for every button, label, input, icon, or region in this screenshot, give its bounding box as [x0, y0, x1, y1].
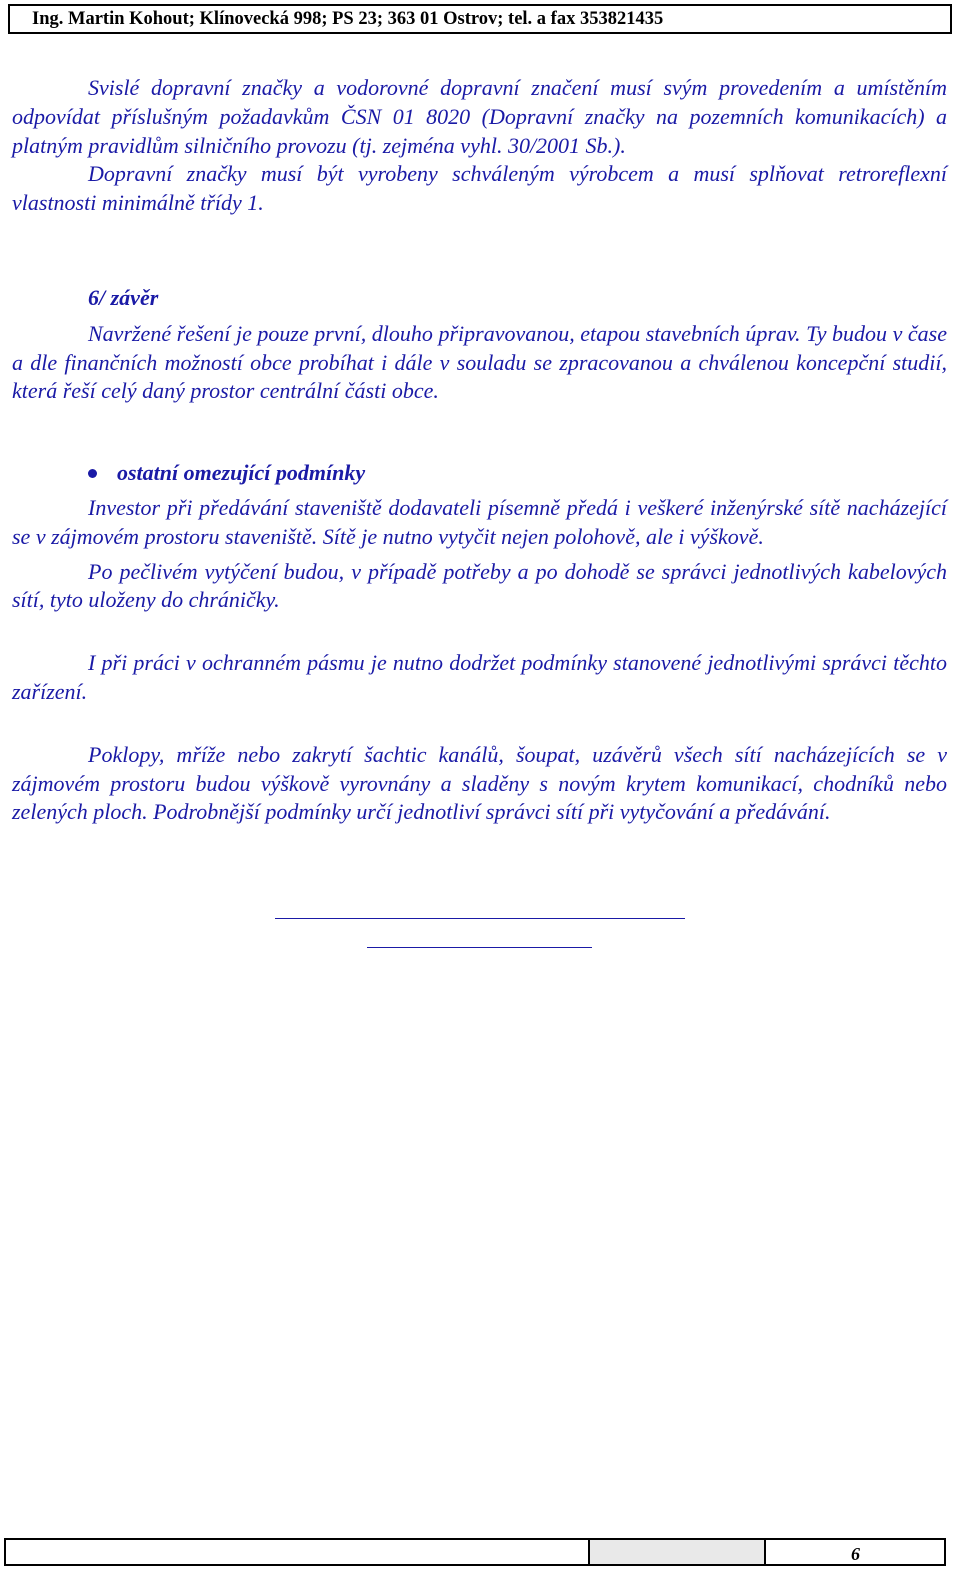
page-footer — [4, 1538, 946, 1566]
footer-cell-page — [766, 1540, 944, 1564]
footer-cell-left — [6, 1540, 590, 1564]
paragraph-investor-networks: Investor při předávání staveniště dodavateli písemně předá i veškeré inženýrské sítě nacházející se v zájmovém prostoru staveniště. Sítě je nutno vytyčit nejen polohově, ale i výškově. — [12, 494, 947, 549]
signature-line-short — [367, 947, 592, 948]
paragraph-sign-manufacturer: Dopravní značky musí být vyrobeny schváleným výrobcem a musí splňovat retroreflexní vlastnosti minimálně třídy 1. — [12, 161, 947, 216]
bullet-icon — [88, 469, 97, 478]
paragraph-traffic-signs: Svislé dopravní značky a vodorovné dopravní značení musí svým provedením a umístěním odpovídat příslušným požadavkům ČSN 01 8020 (Dopravní značky na pozemních komunikacích) a platným pravidlům silničního provozu (tj. zejména vyhl. 30/2001 Sb.). — [12, 75, 947, 158]
paragraph-manholes: Poklopy, mříže nebo zakrytí šachtic kanálů, šoupat, uzávěrů všech sítí nacházejících se v zájmovém prostoru budou výškově vyrovnány a sladěny s novým krytem komunikací, chodníků nebo zelených ploch. Podrobnější podmínky určí jednotliví správci sítí při vytyčování a předávání. — [12, 741, 947, 825]
signature-line-long — [275, 918, 685, 919]
paragraph-protective-conduit: Po pečlivém vytýčení budou, v případě potřeby a po dohodě se správci jednotlivých kabelových sítí, tyto uloženy do chráničky. — [12, 558, 947, 613]
bullet-heading-text: ostatní omezující podmínky — [117, 460, 366, 486]
paragraph-conclusion: Navržené řešení je pouze první, dlouho připravovanou, etapou stavebních úprav. Ty budou v čase a dle finančních možností obce probíhat i dále v souladu se zpracovanou a chválenou koncepční studií, která řeší celý daný prostor centrální části obce. — [12, 320, 947, 404]
header-text: Ing. Martin Kohout; Klínovecká 998; PS 23; 363 01 Ostrov; tel. a fax 353821435 — [32, 8, 664, 29]
footer-cell-shaded — [590, 1540, 766, 1564]
paragraph-protection-zone: I při práci v ochranném pásmu je nutno dodržet podmínky stanovené jednotlivými správci těchto zařízení. — [12, 650, 947, 704]
document-body — [12, 74, 947, 827]
section-title-conclusion: 6/ závěr — [88, 284, 159, 310]
page-number: 6 — [851, 1544, 860, 1564]
page-header — [8, 4, 952, 34]
bullet-heading-other-conditions — [12, 459, 947, 488]
